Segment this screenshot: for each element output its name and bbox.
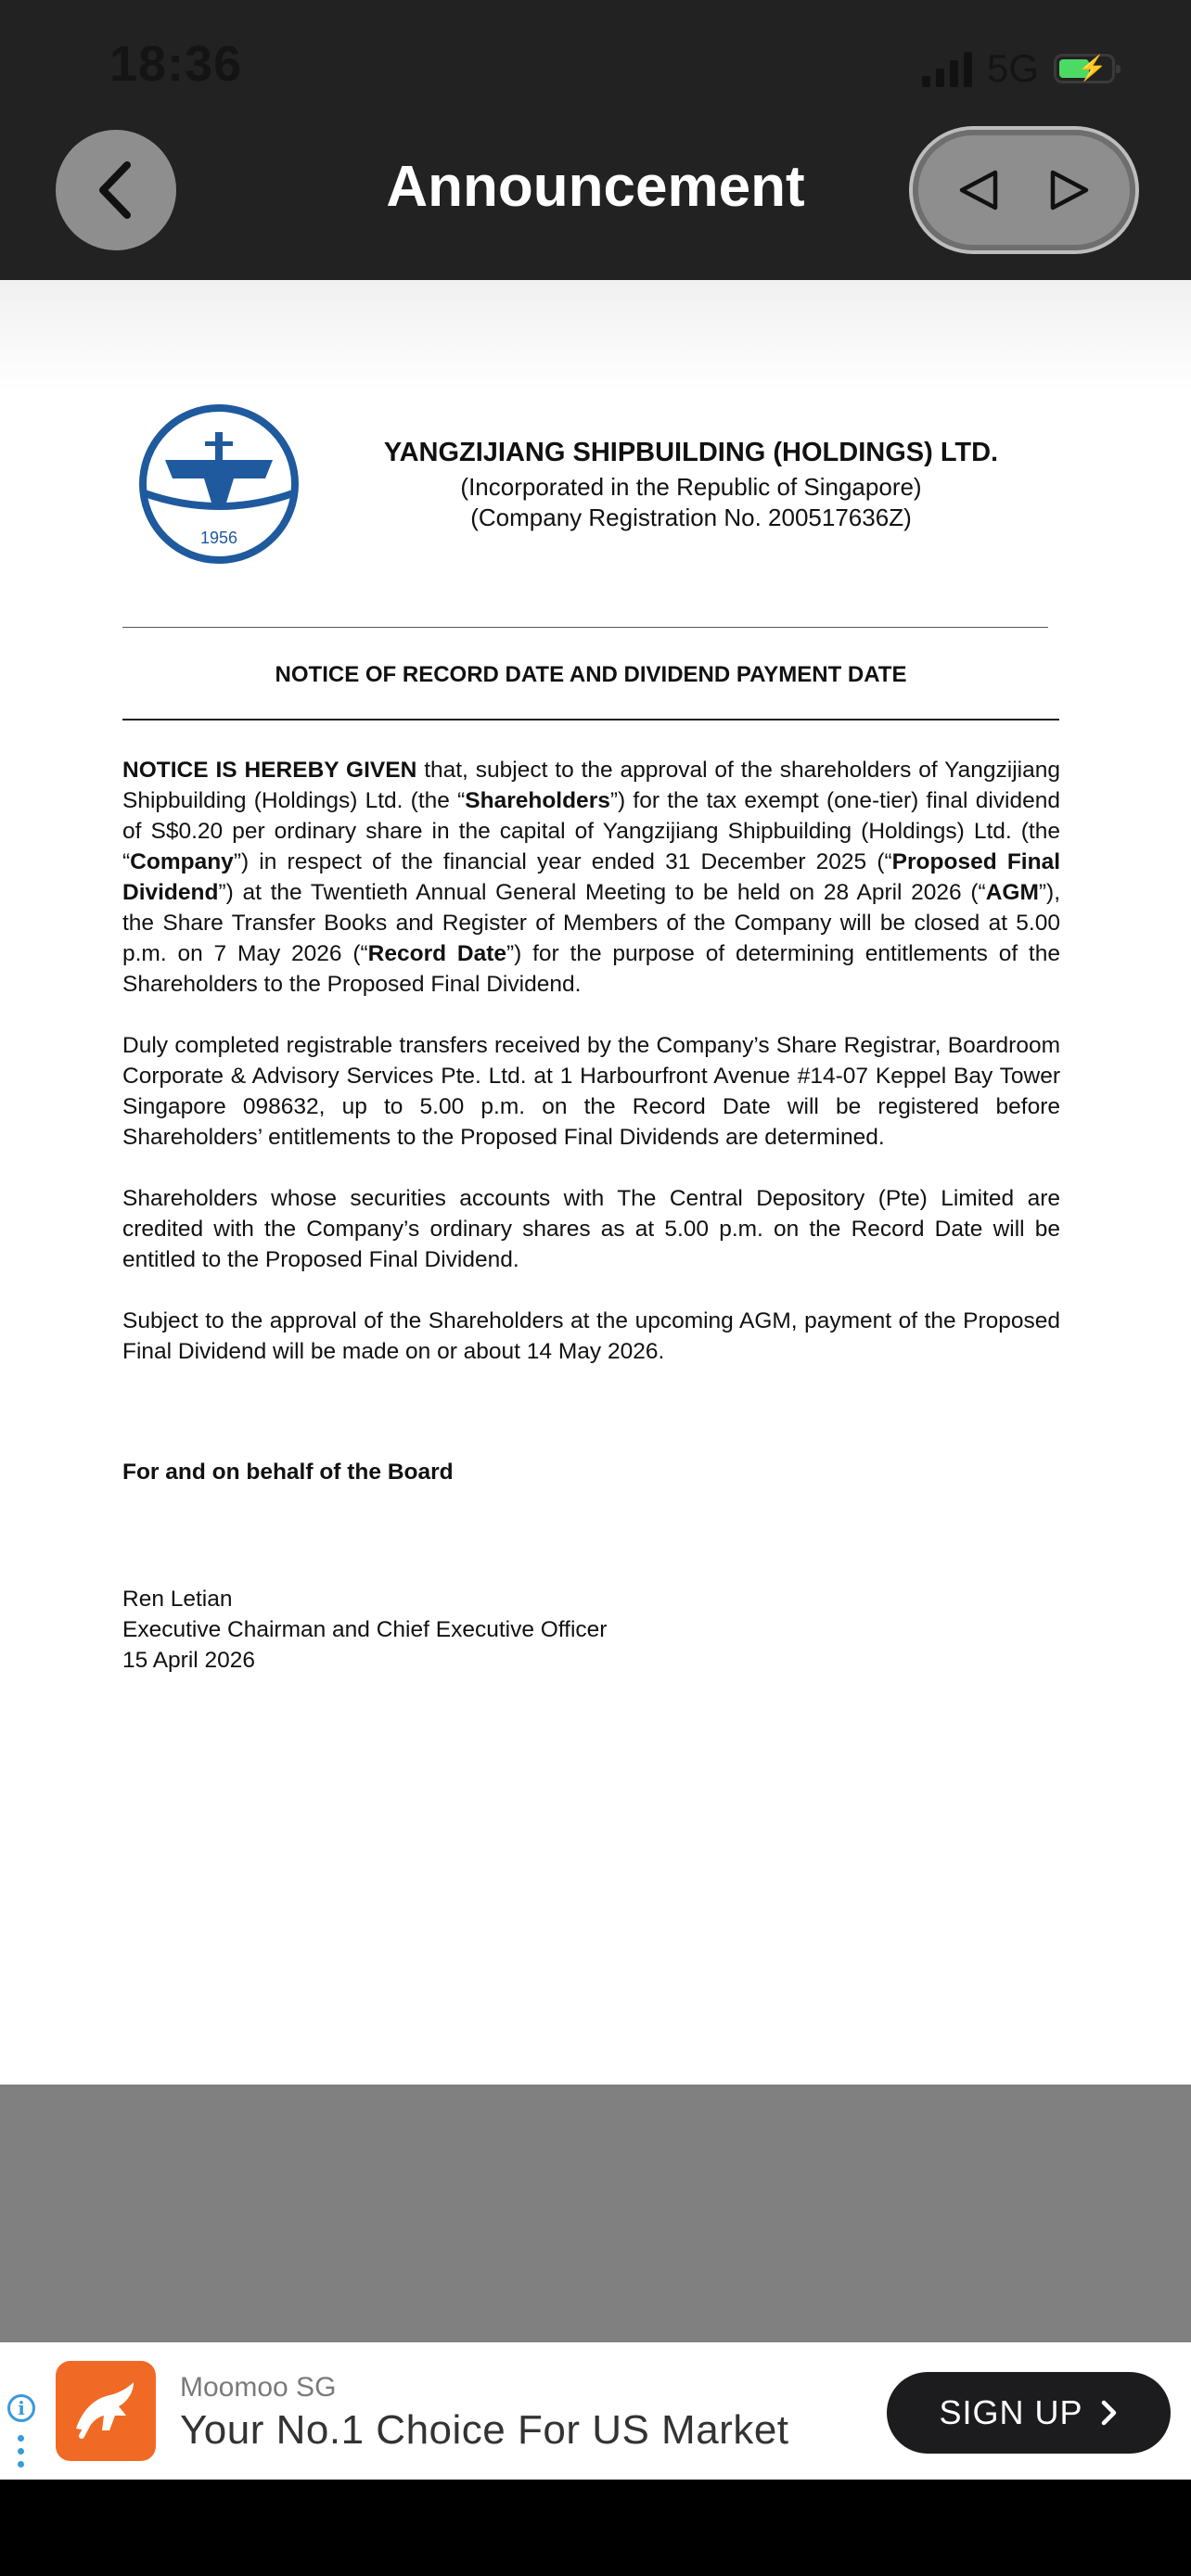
battery-icon: ⚡ [1054,54,1115,83]
chevron-right-icon [1100,2399,1119,2427]
announcement-date: 15 April 2026 [122,1648,256,1673]
announcement-nav [913,130,1135,250]
moomoo-app-icon[interactable] [56,2361,156,2461]
signoff-line: For and on behalf of the Board [122,1460,454,1485]
logo-year: 1956 [199,529,238,547]
info-icon[interactable]: i [7,2394,35,2422]
registration-line: (Company Registration No. 200517636Z) [470,504,912,531]
announcement-document [0,280,1191,2085]
ad-headline[interactable]: Your No.1 Choice For US Market [180,2407,789,2453]
previous-button[interactable] [951,162,1006,218]
ship-logo-icon [137,402,301,566]
ad-banner[interactable] [0,2342,1191,2480]
company-name: YANGZIJIANG SHIPBUILDING (HOLDINGS) LTD. [383,438,999,467]
signal-icon [922,50,972,87]
signature-block [122,1584,607,1676]
paragraph-1: NOTICE IS HEREBY GIVEN that, subject to the approval of the shareholders of Yangzijiang Shipbuilding (Holdings) Ltd. (the “Shareholders”) for the tax exempt (one-tier) final dividend of S$0.20 per ordinary share in the capital of Yangzijiang Shipbuilding (Holdings) Ltd. (the “Company”) in respect of the financial year ended 31 December 2025 (“Proposed Final Dividend”) at the Twentieth Annual General Meeting to be held on 28 April 2026 (“AGM”), the Share Transfer Books and Register of Members of the Company will be closed at 5.00 p.m. on 7 May 2026 (“Record Date”) for the purpose of determining entitlements of the Shareholders to the Proposed Final Dividend. [122,758,1061,997]
paragraph-3: Shareholders whose securities accounts with The Central Depository (Pte) Limited are credited with the Company’s ordinary shares as at 5.00 p.m. on the Record Date will be entitled to the Proposed Final Dividend. [122,1186,1060,1272]
next-button[interactable] [1042,162,1097,218]
ad-brand: Moomoo SG [180,2372,337,2403]
paragraph-2: Duly completed registrable transfers received by the Company’s Share Registrar, Boardroom Corporate & Advisory Services Pte. Ltd. at 1 Harbourfront Avenue #14-07 Keppel Bay Tower Singapore 098632, up to 5.00 p.m. on the Record Date will be registered before Shareholders’ entitlements to the Proposed Final Dividends are determined. [122,1033,1060,1150]
page-title: Announcement [386,155,805,219]
network-label: 5G [986,46,1039,90]
divider-top [122,627,1048,628]
ad-options-icon[interactable] [18,2435,24,2474]
divider-bottom [122,719,1059,721]
notice-title: NOTICE OF RECORD DATE AND DIVIDEND PAYMENT DATE [275,662,907,687]
top-bar [0,0,1191,280]
notice-body [122,755,1060,1397]
bull-icon [69,2378,143,2443]
status-indicators [922,41,1115,96]
next-triangle-icon [1047,168,1092,212]
sign-up-label: SIGN UP [939,2393,1083,2431]
sign-up-button[interactable] [887,2372,1171,2454]
company-logo [137,402,301,566]
signer-title: Executive Chairman and Chief Executive Officer [122,1617,608,1642]
incorporation-line: (Incorporated in the Republic of Singapore) [460,473,922,501]
status-time: 18:36 [109,36,243,92]
prev-triangle-icon [956,168,1001,212]
bottom-bar [0,2480,1191,2576]
signer-name: Ren Letian [122,1587,233,1612]
paragraph-4: Subject to the approval of the Shareholders at the upcoming AGM, payment of the Proposed Final Dividend will be made on or about 14 May 2026. [122,1308,1060,1364]
document-end-area [0,2085,1191,2342]
company-header [371,438,1011,533]
